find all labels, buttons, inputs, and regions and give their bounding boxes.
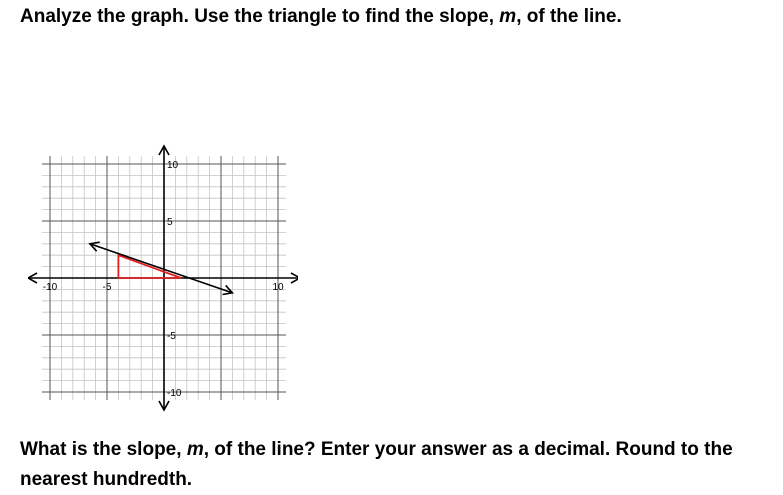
x-tick-label: -10	[42, 282, 58, 293]
y-tick-label: 5	[167, 217, 173, 228]
instructions-variable: m	[186, 439, 204, 460]
coordinate-graph	[28, 138, 298, 413]
y-tick-label: -10	[167, 388, 182, 399]
x-tick-label: 10	[272, 282, 284, 293]
question-prompt	[20, 4, 622, 30]
x-tick-label: -5	[102, 282, 112, 293]
prompt-text-start: Analyze the graph. Use the triangle to find the slope,	[20, 6, 500, 27]
prompt-text-end: , of the line.	[516, 6, 622, 27]
prompt-variable: m	[499, 6, 517, 27]
y-tick-label: -5	[167, 331, 176, 342]
instructions-text-start: What is the slope,	[20, 439, 187, 460]
y-tick-label: 10	[167, 160, 179, 171]
answer-instructions	[20, 435, 780, 495]
instructions-text-end: , of the line? Enter your answer as a decimal. Round to the nearest hundredth.	[20, 439, 733, 490]
